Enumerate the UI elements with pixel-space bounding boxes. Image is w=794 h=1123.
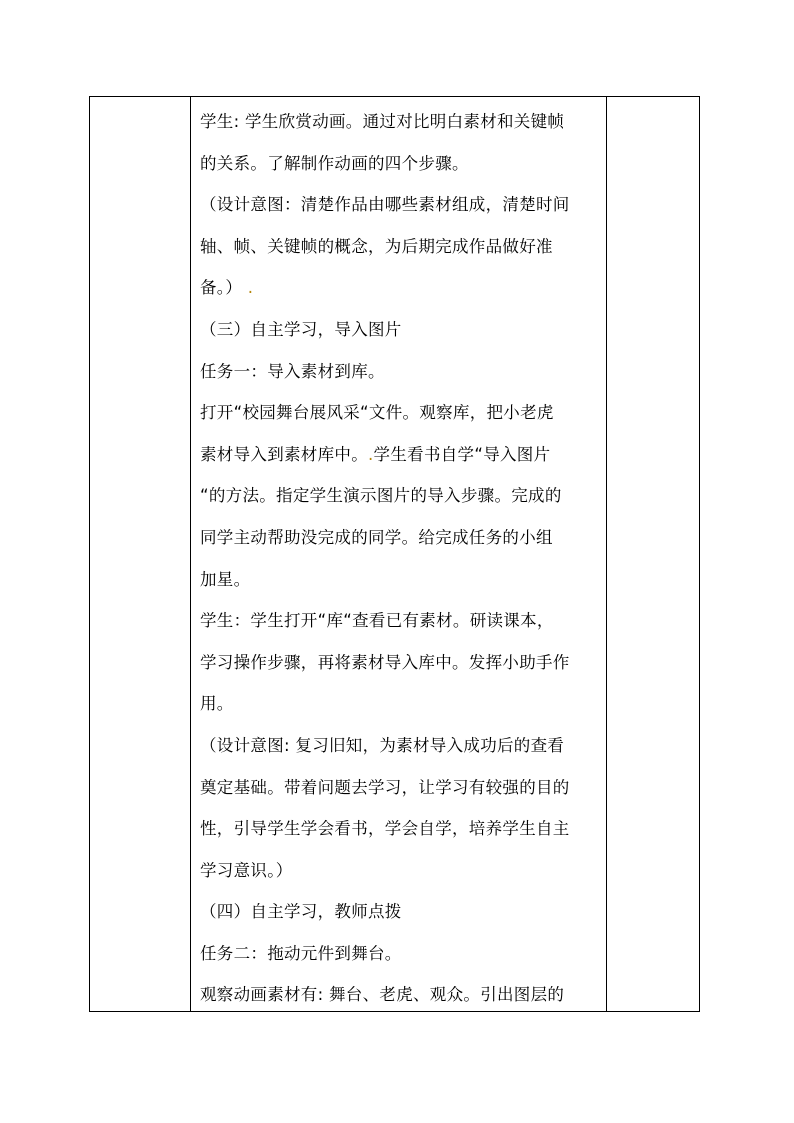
column-divider-right — [606, 97, 607, 1011]
text-line: 同学主动帮助没完成的同学。给完成任务的小组 — [200, 527, 553, 547]
text-line: 观察动画素材有: 舞台、老虎、观众。引出图层的 — [200, 985, 565, 1005]
lesson-plan-table — [89, 96, 700, 1012]
text-line: （设计意图：清楚作品由哪些素材组成，清楚时间 — [200, 195, 570, 215]
lesson-content-cell — [200, 97, 596, 1016]
text-line: 轴、帧、关键帧的概念，为后期完成作品做好准 — [200, 236, 553, 256]
text-segment: 备。） — [200, 278, 243, 298]
text-line: 用。 — [200, 694, 234, 714]
text-line: 学习操作步骤，再将素材导入库中。发挥小助手作 — [200, 652, 570, 672]
text-segment: 学生看书自学“导入图片 — [373, 444, 551, 464]
column-divider-left — [190, 97, 191, 1011]
stray-mark: . — [368, 444, 374, 464]
text-line — [200, 267, 596, 309]
text-line — [200, 434, 596, 476]
text-line: 学生：学生打开“库“查看已有素材。研读课本， — [200, 611, 554, 631]
text-line: 的关系。了解制作动画的四个步骤。 — [200, 153, 469, 173]
text-line: 学习意识。） — [200, 860, 293, 880]
section-heading: （三）自主学习，导入图片 — [200, 319, 402, 339]
text-line: （设计意图: 复习旧知，为素材导入成功后的查看 — [200, 735, 565, 755]
text-line: 打开“校园舞台展风采“文件。观察库，把小老虎 — [200, 403, 554, 423]
text-segment: 素材导入到素材库中。 — [200, 444, 368, 464]
task-heading: 任务二：拖动元件到舞台。 — [200, 943, 402, 963]
text-line: 性，引导学生学会看书，学会自学，培养学生自主 — [200, 819, 570, 839]
text-line: 加星。 — [200, 569, 251, 589]
task-heading: 任务一：导入素材到库。 — [200, 361, 385, 381]
text-line: “的方法。指定学生演示图片的导入步骤。完成的 — [200, 486, 562, 506]
stray-mark: . — [247, 278, 254, 298]
text-line: 学生: 学生欣赏动画。通过对比明白素材和关键帧 — [200, 112, 565, 131]
text-line: 奠定基础。带着问题去学习，让学习有较强的目的 — [200, 777, 570, 797]
section-heading: （四）自主学习，教师点拨 — [200, 902, 402, 922]
